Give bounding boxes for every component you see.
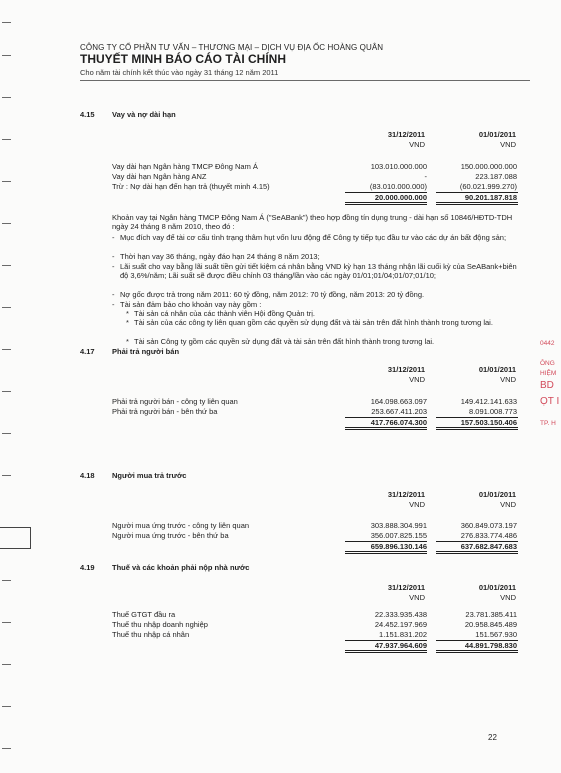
report-title: THUYẾT MINH BÁO CÁO TÀI CHÍNH: [80, 52, 286, 66]
row-label: Thuế GTGT đầu ra: [112, 610, 176, 619]
margin-tick: [2, 748, 11, 749]
margin-tick: [2, 97, 11, 98]
margin-tick: [2, 22, 11, 23]
page-number: 22: [488, 733, 497, 742]
column-header-date: 01/01/2011: [478, 130, 516, 139]
bullet-dash: -: [112, 290, 115, 299]
section-number: 4.17: [80, 347, 95, 356]
section-title: Người mua trả trước: [112, 471, 187, 480]
note-sub-bullet: Tài sản của các công ty liên quan gồm các quyền sử dụng đất và tài sản trên đất hình thành trong tương lai.: [134, 318, 493, 327]
row-value: 303.888.304.991: [370, 521, 427, 530]
row-label: Người mua ứng trước - công ty liên quan: [112, 521, 250, 530]
row-value: 164.098.663.097: [370, 397, 427, 406]
margin-tick: [2, 265, 11, 266]
report-subtitle: Cho năm tài chính kết thúc vào ngày 31 tháng 12 năm 2011: [80, 68, 279, 77]
total-value: 637.682.847.683: [460, 542, 517, 551]
column-unit: VND: [409, 140, 425, 149]
margin-tick: [2, 706, 11, 707]
row-value: 8.091.008.773: [469, 407, 517, 416]
margin-tick: [2, 475, 11, 476]
row-value: -: [424, 172, 427, 181]
margin-tick: [2, 181, 11, 182]
margin-tick: [2, 622, 11, 623]
row-value: 253.667.411.203: [371, 407, 427, 416]
row-label: Vay dài hạn Ngân hàng TMCP Đông Nam Á: [112, 162, 258, 171]
row-value: 20.958.845.489: [464, 620, 517, 629]
margin-tick: [2, 391, 11, 392]
total-double-rule: [436, 650, 518, 653]
company-name: CÔNG TY CỔ PHẦN TƯ VẤN – THƯƠNG MẠI – DỊCH VỤ ĐỊA ỐC HOÀNG QUÂN: [80, 43, 384, 52]
row-value: 150.000.000.000: [460, 162, 517, 171]
bullet-dash: -: [112, 262, 115, 271]
total-double-rule: [436, 202, 518, 205]
column-unit: VND: [500, 500, 516, 509]
stamp-fragment: TP. H: [540, 420, 556, 427]
note-bullet: Lãi suất cho vay bằng lãi suất tiền gửi tiết kiệm cá nhân bằng VND kỳ hạn 13 tháng nhận lãi cuối kỳ của SeABank+biên độ 3,6%/năm; Lãi suất sẽ được điều chỉnh 03 tháng/lần vào các ngày 01/01;01/04;01/07;01/10;: [120, 262, 517, 281]
total-value: 417.766.074.300: [370, 418, 427, 427]
margin-tick: [2, 433, 11, 434]
total-double-rule: [436, 427, 518, 430]
column-header-date: 31/12/2011: [387, 583, 425, 592]
total-value: 157.503.150.406: [460, 418, 517, 427]
total-value: 659.896.130.146: [370, 542, 427, 551]
row-value: 1.151.831.202: [379, 630, 427, 639]
total-double-rule: [345, 551, 427, 554]
column-header-date: 31/12/2011: [387, 365, 425, 374]
column-unit: VND: [409, 375, 425, 384]
loan-notes: [112, 213, 522, 346]
row-label: Vay dài hạn Ngân hàng ANZ: [112, 172, 207, 181]
row-value: 103.010.000.000: [370, 162, 427, 171]
stamp-fragment: BD: [540, 380, 554, 391]
header-rule: [80, 80, 530, 81]
row-value: (83.010.000.000): [369, 182, 427, 191]
section-title: Vay và nợ dài hạn: [112, 110, 176, 119]
binder-clip-mark: [0, 527, 31, 549]
row-label: Trừ : Nợ dài hạn đến hạn trả (thuyết minh 4.15): [112, 182, 270, 191]
total-value: 47.937.964.609: [374, 641, 427, 650]
note-sub-bullet: Tài sản cá nhân của các thành viên Hội đồng Quản trị.: [134, 309, 315, 318]
total-value: 20.000.000.000: [374, 193, 427, 202]
stamp-fragment: HIỆM: [540, 370, 557, 377]
row-label: Thuế thu nhập cá nhân: [112, 630, 190, 639]
total-double-rule: [345, 650, 427, 653]
column-unit: VND: [500, 140, 516, 149]
bullet-dash: -: [112, 252, 115, 261]
total-double-rule: [345, 427, 427, 430]
row-label: Thuế thu nhập doanh nghiệp: [112, 620, 208, 629]
row-label: Phải trả người bán - công ty liên quan: [112, 397, 238, 406]
column-unit: VND: [500, 375, 516, 384]
margin-tick: [2, 664, 11, 665]
margin-tick: [2, 307, 11, 308]
section-number: 4.18: [80, 471, 95, 480]
section-number: 4.19: [80, 563, 95, 572]
row-label: Phải trả người bán - bên thứ ba: [112, 407, 218, 416]
column-unit: VND: [500, 593, 516, 602]
bullet-dash: -: [112, 233, 115, 242]
margin-tick: [2, 349, 11, 350]
sub-bullet-star: *: [126, 309, 129, 318]
total-double-rule: [436, 551, 518, 554]
row-label: Người mua ứng trước - bên thứ ba: [112, 531, 229, 540]
margin-tick: [2, 223, 11, 224]
bullet-dash: -: [112, 300, 115, 309]
row-value: 223.187.088: [475, 172, 517, 181]
margin-tick: [2, 139, 11, 140]
note-bullet: Nợ gốc được trả trong năm 2011: 60 tỷ đồng, năm 2012: 70 tỷ đồng, năm 2013: 20 tỷ đồng.: [120, 290, 425, 299]
column-header-date: 31/12/2011: [387, 130, 425, 139]
margin-tick: [2, 55, 11, 56]
margin-tick: [2, 580, 11, 581]
row-value: (60.021.999.270): [459, 182, 517, 191]
section-title: Phải trả người bán: [112, 347, 180, 356]
stamp-fragment: ỌT I: [540, 396, 560, 407]
section-number: 4.15: [80, 110, 95, 119]
sub-bullet-star: *: [126, 318, 129, 327]
section-title: Thuế và các khoản phải nộp nhà nước: [112, 563, 250, 572]
loan-notes-intro: Khoản vay tại Ngân hàng TMCP Đông Nam Á ("SeABank") theo hợp đồng tín dụng trung - dài hạn số 10846/HĐTD-TDH ngày 24 tháng 8 năm 2010, theo đó :: [112, 213, 513, 232]
row-value: 356.007.825.155: [370, 531, 427, 540]
total-double-rule: [345, 202, 427, 205]
row-value: 24.452.197.969: [374, 620, 427, 629]
row-value: 23.781.385.411: [465, 610, 517, 619]
row-value: 360.849.073.197: [460, 521, 517, 530]
sub-bullet-star: *: [126, 337, 129, 346]
column-header-date: 01/01/2011: [478, 583, 516, 592]
total-value: 44.891.798.830: [464, 641, 517, 650]
column-unit: VND: [409, 593, 425, 602]
column-header-date: 01/01/2011: [478, 490, 516, 499]
column-header-date: 31/12/2011: [387, 490, 425, 499]
row-value: 276.833.774.486: [460, 531, 517, 540]
row-value: 151.567.930: [475, 630, 517, 639]
column-header-date: 01/01/2011: [478, 365, 516, 374]
total-value: 90.201.187.818: [464, 193, 517, 202]
column-unit: VND: [409, 500, 425, 509]
note-bullet: Thời hạn vay 36 tháng, ngày đáo hạn 24 tháng 8 năm 2013;: [120, 252, 320, 261]
row-value: 22.333.935.438: [374, 610, 427, 619]
note-bullet: Tài sản đảm bảo cho khoản vay này gồm :: [120, 300, 262, 309]
note-sub-bullet: Tài sản Công ty gồm các quyền sử dụng đất và tài sản trên đất hình thành trong tương lai.: [134, 337, 435, 346]
stamp-fragment: 0442: [540, 340, 555, 347]
note-bullet: Mục đích vay để tài cơ cấu tình trạng thâm hụt vốn lưu động để Công ty tiếp tục đầu tư vào các dự án bất động sản;: [120, 233, 507, 242]
stamp-fragment: ÔNG: [540, 360, 555, 367]
row-value: 149.412.141.633: [460, 397, 517, 406]
